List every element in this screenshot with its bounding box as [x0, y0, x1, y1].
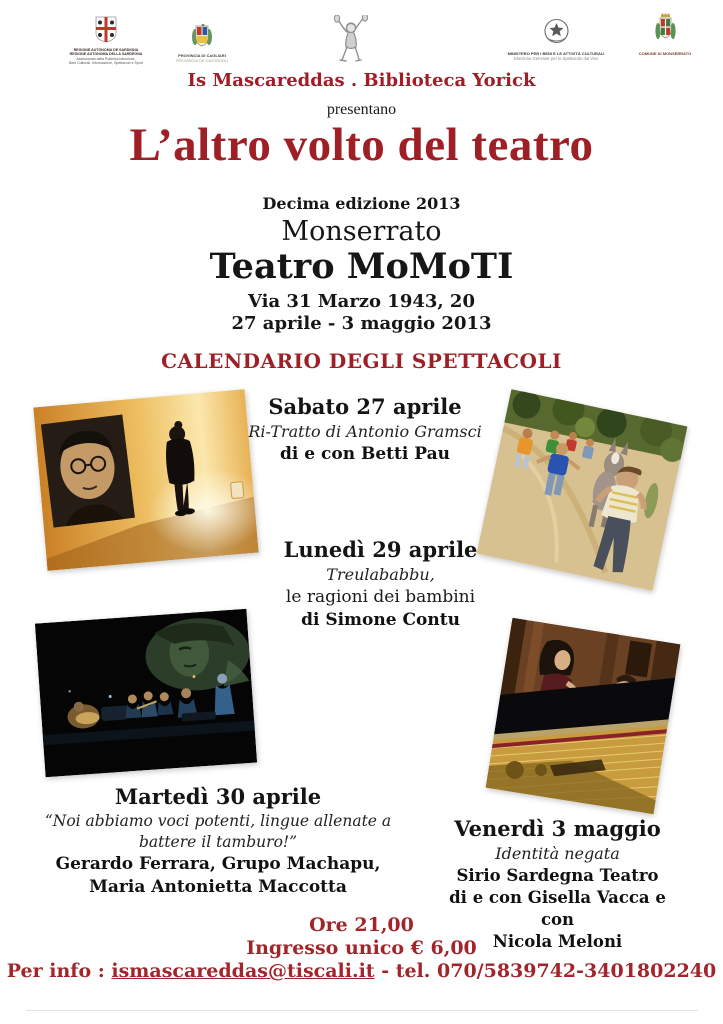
event-day: Martedì 30 aprile [114, 784, 322, 809]
logo-caption: REGIONE AUTÒNOMA DE SARDIGNA [73, 48, 139, 52]
city-name: Monserrato [281, 216, 442, 247]
ministero-emblem-icon [543, 33, 570, 50]
logo-caption: Direzione Generale per lo Spettacolo dal Vivo [513, 56, 599, 61]
event-martedi-30-aprile [18, 784, 418, 899]
event-quote: “Noi abbiamo voci potenti, lingue allenate a battere il tamburo!” [44, 812, 392, 851]
event-title: Ri-Tratto di Antonio Gramsci [248, 422, 482, 441]
event-credit: Nicola Meloni [492, 932, 623, 952]
venue-name: Teatro MoMoTI [209, 246, 514, 287]
event-day: Sabato 27 aprile [268, 394, 462, 419]
logo-caption: MINISTERO PER I BENI E LE ATTIVITÀ CULTURALI [507, 51, 605, 56]
event-day: Venerdì 3 maggio [454, 816, 661, 841]
concert-stage-projection-photo [35, 609, 257, 777]
event-credit: Maria Antonietta Maccotta [89, 876, 347, 897]
event-sabato-27-aprile [240, 394, 490, 466]
comune-monserrato-crest-icon [654, 33, 677, 50]
edition-line: Decima edizione 2013 [262, 194, 461, 213]
event-day: Lunedì 29 aprile [283, 537, 478, 562]
gramsci-portrait-gallery-photo [33, 389, 258, 571]
venue-address: Via 31 Marzo 1943, 20 [248, 291, 475, 312]
info-prefix: Per info : [6, 960, 112, 982]
event-credit: di e con Gisella Vacca e con [449, 887, 666, 930]
logo-caption: REGIONE AUTONOMA DELLA SARDEGNA [69, 52, 143, 57]
event-credit: Sirio Sardegna Teatro [456, 865, 659, 885]
provincia-cagliari-crest-icon [191, 35, 213, 52]
logo-caption: PROVINCIA DI CAGLIARI [178, 53, 226, 58]
page-bottom-rule [26, 1010, 698, 1011]
event-title: Identità negata [495, 844, 620, 863]
email-link[interactable]: ismascareddas@tiscali.it [111, 960, 375, 982]
logo-caption: Assessorato della Pubblica Istruzione, [76, 56, 136, 61]
event-credit: Gerardo Ferrara, Grupo Machapu, [55, 853, 381, 874]
info-suffix: - tel. 070/5839742-3401802240 [374, 960, 717, 982]
logo-caption: Beni Culturali, Informazione, Spettacolo e Sport [69, 61, 143, 66]
logo-provincia-cagliari [146, 24, 258, 63]
event-title: Treulababbu, [326, 565, 435, 584]
event-lunedi-29-aprile [258, 537, 503, 631]
showtime-line: Ore 21,00 [309, 914, 414, 936]
ticket-price-line: Ingresso unico € 6,00 [246, 937, 477, 959]
is-mascareddas-puppet-icon [330, 15, 372, 69]
logo-caption: COMUNE DI MONSERRATO [638, 51, 692, 56]
poster-title: L’altro volto del teatro [129, 119, 594, 171]
event-credit: di e con Betti Pau [280, 443, 450, 464]
logo-caption: PROVINCIA DE CASTEDDU [176, 58, 228, 63]
regione-sardegna-crest-icon [94, 30, 118, 47]
logo-comune-monserrato [622, 12, 708, 56]
event-subtitle: le ragioni dei bambini [285, 586, 476, 607]
festival-dates: 27 aprile - 3 maggio 2013 [231, 313, 492, 334]
organizers-line: Is Mascareddas . Biblioteca Yorick [187, 70, 536, 91]
contact-info-line [0, 960, 723, 982]
event-credit: di Simone Contu [301, 609, 460, 630]
logo-ministero-beni-culturali [492, 18, 620, 61]
calendar-heading: CALENDARIO DEGLI SPETTACOLI [161, 349, 562, 373]
children-running-with-donkey-photo [477, 389, 688, 591]
grand-piano-duo-photo [486, 618, 681, 814]
presents-line: presentano [326, 101, 397, 118]
